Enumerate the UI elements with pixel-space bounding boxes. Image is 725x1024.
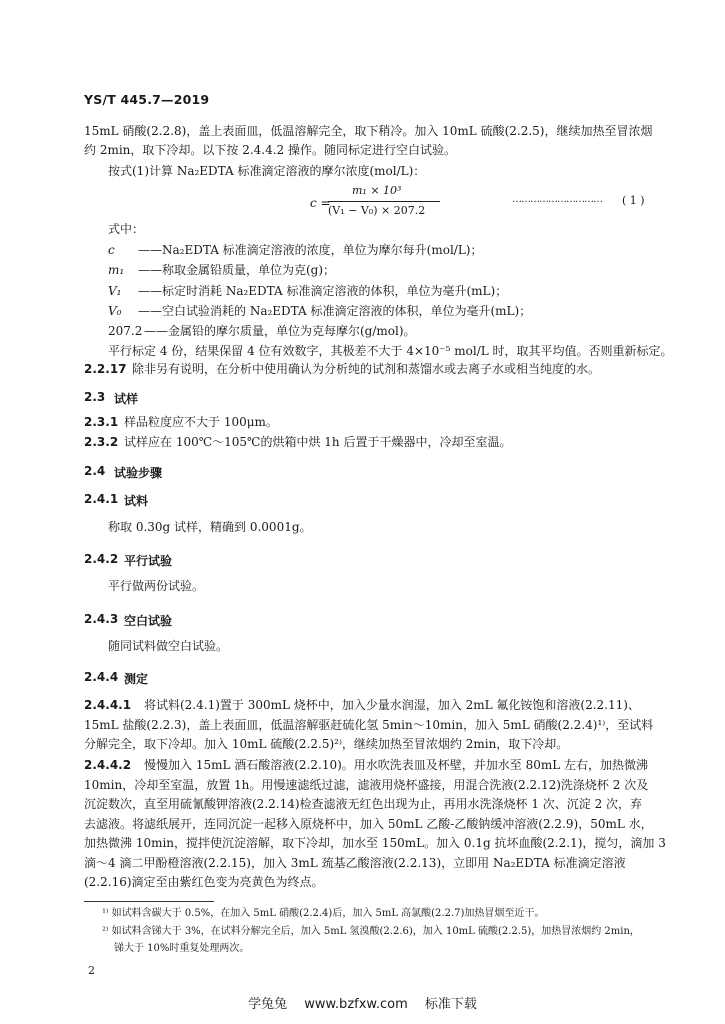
- clause-2-4-1-text: 称取 0.30g 试样，精确到 0.0001g。: [108, 520, 312, 534]
- fraction-bar: [328, 201, 440, 202]
- parallel-calibration-note: 平行标定 4 份，结果保留 4 位有效数字，其极差不大于 4×10⁻⁵ mol/L 时，取其平均值。否则重新标定。: [108, 344, 673, 358]
- clause-number: 2.3.2: [84, 435, 119, 449]
- clause-number: 2.3.1: [84, 415, 119, 429]
- clause-2-4-4-1-line: 分解完全，取下冷却。加入 10mL 硫酸(2.2.5)²⁾，继续加热至冒浓烟约 2min，取下冷却。: [84, 737, 569, 751]
- formula-number: ( 1 ): [622, 194, 645, 207]
- standard-code-header: YS/T 445.7—2019: [84, 92, 210, 107]
- clause-2-2-17-text: 除非另有说明，在分析中使用确认为分析纯的试剂和蒸馏水或去离子水或相当纯度的水。: [132, 362, 601, 376]
- footnote-2-continued: 锑大于 10%时重复处理两次。: [114, 943, 250, 954]
- clause-2-4-2-text: 平行做两份试验。: [108, 579, 205, 593]
- intro-line-3: 按式(1)计算 Na₂EDTA 标准滴定溶液的摩尔浓度(mol/L)：: [108, 164, 426, 178]
- formula-1: [290, 184, 720, 226]
- footnote-1: ¹⁾ 如试料含碳大于 0.5%，在加入 5mL 硝酸(2.2.4)后，加入 5mL 高氯酸(2.2.7)加热冒烟至近干。: [102, 908, 545, 919]
- clause-title: 平行试验: [124, 554, 173, 568]
- clause-2-3-2-text: 试样应在 100℃～105℃的烘箱中烘 1h 后置于干燥器中，冷却至室温。: [124, 435, 512, 449]
- formula-denominator: (V₁ − V₀) × 207.2: [328, 204, 426, 217]
- where-symbol: m₁: [108, 263, 125, 277]
- where-description: ——金属铅的摩尔质量，单位为克每摩尔(g/mol)。: [144, 324, 416, 338]
- intro-line-2: 约 2min，取下冷却。以下按 2.4.4.2 操作。随同标定进行空白试验。: [84, 143, 457, 157]
- clause-2-4-4-2-line: 慢慢加入 15mL 酒石酸溶液(2.2.10)。用水吹洗表皿及杯壁，并加水至 80mL 左右，加热微沸: [144, 758, 649, 772]
- formula-numerator: m₁ × 10³: [352, 184, 402, 197]
- clause-number: 2.2.17: [84, 362, 127, 376]
- intro-line-1: 15mL 硝酸(2.2.8)，盖上表面皿，低温溶解完全，取下稍冷。加入 10mL 硫酸(2.2.5)，继续加热至冒浓烟: [84, 124, 653, 138]
- clause-number: 2.4.1: [84, 492, 119, 506]
- clause-title: 测定: [124, 672, 149, 686]
- clause-2-4-4-2-line: (2.2.16)滴定至由紫红色变为亮黄色为终点。: [84, 875, 324, 889]
- where-symbol: V₀: [108, 304, 122, 318]
- section-number: 2.3: [84, 390, 106, 404]
- where-description: ——Na₂EDTA 标准滴定溶液的浓度，单位为摩尔每升(mol/L)；: [138, 243, 483, 257]
- clause-title: 试料: [124, 494, 149, 508]
- clause-number: 2.4.3: [84, 612, 119, 626]
- clause-2-3-1-text: 样品粒度应不大于 100μm。: [124, 415, 278, 429]
- clause-title: 空白试验: [124, 614, 173, 628]
- clause-2-4-4-2-line: 沉淀数次，直至用硫氰酸钾溶液(2.2.14)检查滤液无红色出现为止，再用水洗涤烧杯 1 次、沉淀 2 次，弃: [84, 797, 643, 811]
- clause-2-4-4-1-line: 将试料(2.4.1)置于 300mL 烧杯中，加入少量水润湿，加入 2mL 氟化铵饱和溶液(2.2.11)、: [144, 698, 640, 712]
- clause-2-4-3-text: 随同试料做空白试验。: [108, 639, 229, 653]
- clause-number: 2.4.4: [84, 670, 119, 684]
- footnote-separator: [84, 901, 214, 902]
- where-description: ——称取金属铅质量，单位为克(g)；: [138, 263, 336, 277]
- where-description: ——标定时消耗 Na₂EDTA 标准滴定溶液的体积，单位为毫升(mL)；: [138, 284, 508, 298]
- clause-number: 2.4.4.2: [84, 758, 132, 772]
- page-number: 2: [88, 964, 95, 977]
- clause-2-4-4-2-line: 10min，冷却至室温，放置 1h。用慢速滤纸过滤，滤液用烧杯盛接，用混合洗液(2.2.12)洗涤烧杯 2 次及: [84, 778, 649, 792]
- where-symbol: V₁: [108, 284, 122, 298]
- section-title-procedure: 试验步骤: [114, 466, 163, 480]
- watermark-footer: 学兔兔 www.bzfxw.com 标准下载: [248, 997, 477, 1012]
- where-description: ——空白试验消耗的 Na₂EDTA 标准滴定溶液的体积，单位为毫升(mL)；: [138, 304, 532, 318]
- clause-number: 2.4.2: [84, 552, 119, 566]
- clause-2-4-4-2-line: 加热微沸 10min，搅拌使沉淀溶解，取下冷却，加水至 150mL。加入 0.1g 抗坏血酸(2.2.1)，搅匀，滴加 3: [84, 836, 666, 850]
- section-number: 2.4: [84, 464, 106, 478]
- clause-number: 2.4.4.1: [84, 698, 132, 712]
- formula-leader-dots: …………………………: [512, 194, 602, 205]
- where-symbol: c: [108, 243, 115, 257]
- clause-2-4-4-2-line: 去滤液。将滤纸展开，连同沉淀一起移入原烧杯中，加入 50mL 乙酸-乙酸钠缓冲溶液(2.2.9)，50mL 水，: [84, 817, 653, 831]
- clause-2-4-4-1-line: 15mL 盐酸(2.2.3)，盖上表面皿，低温溶解驱赶硫化氢 5min～10min，加入 5mL 硝酸(2.2.4)¹⁾，至试料: [84, 718, 654, 732]
- clause-2-4-4-2-line: 滴～4 滴二甲酚橙溶液(2.2.15)，加入 3mL 巯基乙酸溶液(2.2.13)，立即用 Na₂EDTA 标准滴定溶液: [84, 856, 626, 870]
- where-title: 式中：: [108, 222, 145, 236]
- footnote-2: ²⁾ 如试料含锑大于 3%，在试料分解完全后，加入 5mL 氢溴酸(2.2.6)，加入 10mL 硫酸(2.2.5)，加热冒浓烟约 2min，: [102, 926, 640, 937]
- section-title-sample: 试样: [114, 392, 139, 406]
- where-symbol: 207.2: [108, 324, 143, 338]
- formula-lhs: c =: [310, 196, 331, 210]
